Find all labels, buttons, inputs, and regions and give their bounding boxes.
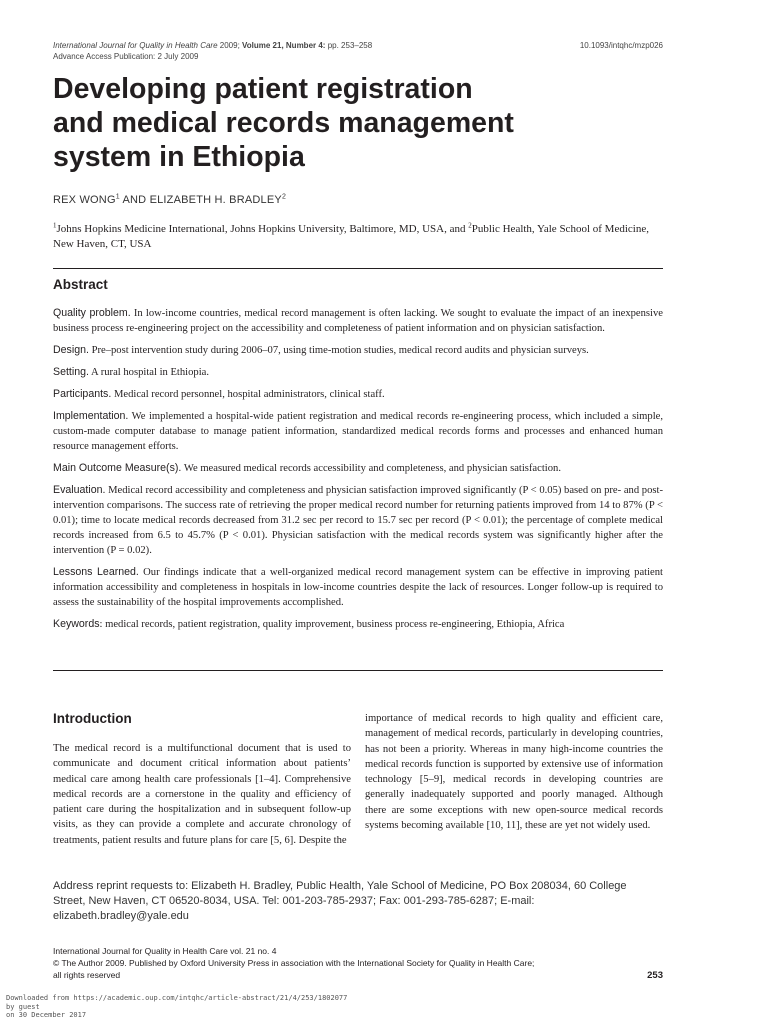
footer-journal-line: International Journal for Quality in Health Care vol. 21 no. 4 (53, 946, 277, 956)
section-text: A rural hospital in Ethiopia. (91, 367, 210, 378)
journal-volume: Volume 21, Number 4: (242, 41, 326, 50)
section-label: Quality problem. (53, 307, 131, 319)
paragraph: The medical record is a multifunctional document that is used to communicate and document critical information about patients’ medical care among health care professionals [1–4]. Comprehensive medical records are a cornerstone in the quality and efficiency of patient care during the hospitalization and in subsequent follow-up visits, as they can provide a complete and accurate chronology of treatments, patient results and future plans for care [5, 6]. Despite the (53, 743, 351, 846)
author-affiliation-mark: 1 (115, 193, 120, 201)
abstract-evaluation (53, 483, 663, 558)
title-line-1: Developing patient registration (53, 73, 473, 105)
download-stamp (6, 994, 347, 1020)
section-text: : medical records, patient registration, quality improvement, business process re-engineering, Ethiopia, Africa (99, 619, 565, 630)
affiliation-text: Public Health, Yale School of Medicine, New Haven, CT, USA (53, 223, 649, 250)
doi[interactable]: 10.1093/intqhc/mzp026 (579, 41, 663, 50)
page-number: 253 (647, 970, 663, 981)
introduction-heading: Introduction (53, 711, 132, 726)
abstract-participants (53, 387, 663, 402)
abstract-top-rule (53, 268, 663, 269)
section-text: We measured medical records accessibility and completeness, and physician satisfaction. (183, 463, 561, 474)
abstract-bottom-rule (53, 670, 663, 671)
section-label: Keywords (53, 618, 100, 630)
section-text: Our findings indicate that a well-organized medical record management system can be effective in improving patient information accessibility and completeness in hospitals in low-income countries despite the lack of resources. Longer follow-up is required to assess the sustainability of the hospital improvements accomplished. (53, 567, 663, 608)
introduction-column-right (365, 711, 663, 833)
section-label: Lessons Learned. (53, 566, 139, 578)
advance-access-date: Advance Access Publication: 2 July 2009 (53, 52, 199, 61)
title-line-2: and medical records management (53, 107, 514, 139)
abstract-body (53, 306, 663, 639)
section-label: Evaluation. (53, 484, 106, 496)
download-guest: by guest (6, 1002, 40, 1011)
section-text: In low-income countries, medical record management is often lacking. We sought to evaluate the impact of an inexpensive business process re-engineering project on the accessibility and completeness of patient information and on physician satisfaction. (53, 308, 663, 334)
journal-header (53, 40, 663, 62)
page-footer (53, 945, 663, 981)
affiliation-text: Johns Hopkins Medicine International, Johns Hopkins University, Baltimore, MD, USA, and (56, 223, 466, 235)
section-label: Design. (53, 344, 89, 356)
abstract-lessons-learned (53, 565, 663, 610)
introduction-column-left (53, 741, 351, 848)
section-label: Implementation. (53, 410, 129, 422)
abstract-design (53, 343, 663, 358)
section-text: Medical record personnel, hospital administrators, clinical staff. (113, 389, 385, 400)
download-date: on 30 December 2017 (6, 1011, 87, 1019)
section-text: We implemented a hospital-wide patient registration and medical records re-engineering process, which included a simple, custom-made computer database to manage patient information, standardized medical records forms and processes and enhanced human resource management efforts. (53, 411, 663, 452)
article-title (53, 72, 613, 174)
abstract-main-outcome (53, 461, 663, 476)
affiliation-mark: 2 (468, 221, 472, 230)
author-name[interactable]: ELIZABETH H. BRADLEY (149, 194, 282, 206)
abstract-setting (53, 365, 663, 380)
download-url[interactable]: Downloaded from https://academic.oup.com/intqhc/article-abstract/21/4/253/1802077 (6, 994, 348, 1002)
affiliation-mark: 1 (53, 221, 57, 230)
abstract-keywords (53, 617, 663, 632)
abstract-implementation (53, 409, 663, 454)
author-affiliation-mark: 2 (281, 193, 287, 201)
section-label: Setting. (53, 366, 89, 378)
paragraph: importance of medical records to high quality and efficient care, management of medical records, particularly in developing countries, has not been a priority. Whereas in many high-income countries the medical records function is supported by extensive use of information technology [5–9], medical records in developing countries are generally inadequately supported and poorly managed. Although there are some exceptions with new open-source medical records systems becoming available [10, 11], these are yet not widely used. (365, 713, 663, 832)
abstract-heading: Abstract (53, 277, 108, 292)
title-line-3: system in Ethiopia (53, 141, 305, 173)
section-text: Pre–post intervention study during 2006–07, using time-motion studies, medical record audits and physician surveys. (91, 345, 589, 356)
citation-line (53, 41, 372, 50)
journal-year: 2009; (219, 41, 240, 50)
journal-name: International Journal for Quality in Health Care (53, 41, 218, 50)
author-conjunction: AND (122, 194, 147, 206)
footer-rights: all rights reserved (53, 970, 121, 980)
author-name[interactable]: REX WONG (53, 194, 116, 206)
footer-copyright: © The Author 2009. Published by Oxford University Press in association with the International Society for Quality in Health Care; (53, 958, 535, 968)
section-label: Main Outcome Measure(s). (53, 462, 182, 474)
reprint-address-note: Address reprint requests to: Elizabeth H. Bradley, Public Health, Yale School of Medicine, PO Box 208034, 60 College Street, New Haven, CT 06520-8034, USA. Tel: 001-203-785-2937; Fax: 001-293-785-6287; E-mail: elizabeth.bradley@yale.edu (53, 880, 627, 922)
affiliations (53, 222, 663, 252)
journal-pages: pp. 253–258 (327, 41, 373, 50)
section-label: Participants. (53, 388, 112, 400)
section-text: Medical record accessibility and completeness and physician satisfaction improved significantly (P < 0.05) based on pre- and post-intervention comparisons. The success rate of retrieving the proper medical record number for returning patients improved from 14 to 87% (P < 0.01); time to locate medical records decreased from 31.2 sec per record to 15.7 sec per record (P < 0.01); the percentage of complete medical records increased from 6.5 to 45.7% (P < 0.01). Physician satisfaction with the medical records system was significantly higher after the intervention (P = 0.02). (53, 485, 663, 556)
author-list (53, 194, 286, 206)
abstract-quality-problem (53, 306, 663, 336)
